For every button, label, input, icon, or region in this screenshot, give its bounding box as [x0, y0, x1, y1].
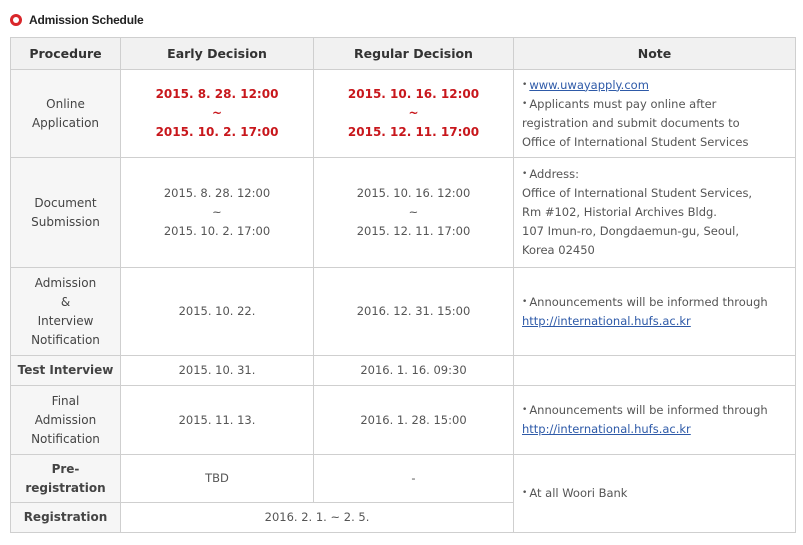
header-procedure: Procedure: [11, 38, 121, 70]
table-row-pre-registration: [11, 455, 796, 503]
note-text: Rm #102, Historial Archives Bldg.: [522, 205, 717, 219]
note-cell: [514, 158, 796, 268]
note-cell: [514, 356, 796, 386]
note-cell: [514, 268, 796, 356]
early-decision-cell: [121, 70, 314, 158]
procedure-label: Admission: [34, 412, 97, 427]
note-text: Applicants must pay online after: [529, 96, 717, 111]
note-text: Address:: [529, 167, 579, 181]
uwayapply-link[interactable]: www.uwayapply.com: [529, 77, 649, 92]
early-decision-cell: [121, 158, 314, 268]
procedure-label: Submission: [31, 214, 100, 229]
table-row-document-submission: [11, 158, 796, 268]
note-text: 107 Imun-ro, Dongdaemun-gu, Seoul,: [522, 224, 740, 238]
date-text: 2015. 8. 28. 12:00: [163, 186, 271, 200]
procedure-label: Interview: [37, 313, 94, 328]
header-note: Note: [514, 38, 796, 70]
hufs-international-link[interactable]: http://international.hufs.ac.kr: [522, 422, 691, 436]
date-text: 2015. 10. 2. 17:00: [163, 224, 271, 238]
date-text: 2015. 8. 28. 12:00: [155, 87, 279, 101]
regular-decision-cell: 2016. 1. 28. 15:00: [314, 386, 514, 455]
date-text: 2015. 10. 16. 12:00: [356, 186, 471, 200]
header-early-decision: Early Decision: [121, 38, 314, 70]
bullet-dot-icon: •: [522, 296, 528, 307]
early-decision-cell: 2015. 10. 31.: [121, 356, 314, 386]
note-text: Announcements will be informed through: [529, 403, 768, 417]
procedure-label: Online: [46, 96, 85, 111]
section-title: Admission Schedule: [29, 13, 144, 27]
procedure-cell: Registration: [11, 503, 121, 533]
note-cell: [514, 386, 796, 455]
procedure-label: Admission: [34, 275, 97, 290]
tilde: ~: [212, 205, 222, 219]
bullet-dot-icon: •: [522, 488, 528, 498]
procedure-cell: [11, 268, 121, 356]
procedure-cell: [11, 386, 121, 455]
tilde: ~: [408, 106, 419, 120]
procedure-label: Final: [51, 393, 80, 408]
note-text: Announcements will be informed through: [529, 294, 768, 309]
hufs-international-link[interactable]: http://international.hufs.ac.kr: [522, 313, 691, 328]
date-text: 2015. 10. 2. 17:00: [155, 125, 279, 139]
tilde: ~: [408, 205, 419, 219]
note-text: Korea 02450: [522, 243, 595, 257]
procedure-cell: [11, 158, 121, 268]
procedure-label: registration: [25, 480, 106, 495]
procedure-cell: [11, 455, 121, 503]
bullet-dot-icon: •: [522, 169, 528, 179]
procedure-label: Document: [34, 195, 97, 210]
note-text: At all Woori Bank: [529, 486, 628, 500]
admission-schedule-table: [10, 37, 796, 533]
procedure-cell: [11, 70, 121, 158]
procedure-label: Pre-: [51, 461, 80, 476]
circle-bullet-icon: [10, 14, 22, 26]
table-row-admission-notification: [11, 268, 796, 356]
procedure-label: &: [60, 294, 71, 309]
regular-decision-cell: [314, 70, 514, 158]
procedure-label: Application: [31, 115, 100, 130]
table-row-final-admission: [11, 386, 796, 455]
table-header-row: [11, 38, 796, 70]
note-cell: [514, 455, 796, 533]
regular-decision-cell: -: [314, 455, 514, 503]
table-row-test-interview: [11, 356, 796, 386]
bullet-dot-icon: •: [522, 98, 528, 109]
section-header: [10, 11, 143, 29]
date-text: 2015. 12. 11. 17:00: [356, 224, 471, 238]
early-decision-cell: TBD: [121, 455, 314, 503]
procedure-label: Notification: [31, 332, 100, 347]
tilde: ~: [211, 106, 223, 120]
date-text: 2015. 12. 11. 17:00: [347, 125, 480, 139]
note-text: registration and submit documents to: [522, 115, 740, 130]
bullet-dot-icon: •: [522, 405, 528, 415]
regular-decision-cell: [314, 158, 514, 268]
early-decision-cell: 2015. 10. 22.: [121, 268, 314, 356]
procedure-cell: Test Interview: [11, 356, 121, 386]
bullet-dot-icon: •: [522, 79, 528, 90]
date-text: 2015. 10. 16. 12:00: [347, 87, 480, 101]
header-regular-decision: Regular Decision: [314, 38, 514, 70]
table-row-online-application: [11, 70, 796, 158]
note-text: Office of International Student Services: [522, 134, 749, 149]
procedure-label: Notification: [31, 431, 100, 446]
registration-dates-cell: 2016. 2. 1. ~ 2. 5.: [121, 503, 514, 533]
note-text: Office of International Student Services,: [522, 186, 753, 200]
regular-decision-cell: 2016. 1. 16. 09:30: [314, 356, 514, 386]
regular-decision-cell: 2016. 12. 31. 15:00: [314, 268, 514, 356]
early-decision-cell: 2015. 11. 13.: [121, 386, 314, 455]
note-cell: [514, 70, 796, 158]
